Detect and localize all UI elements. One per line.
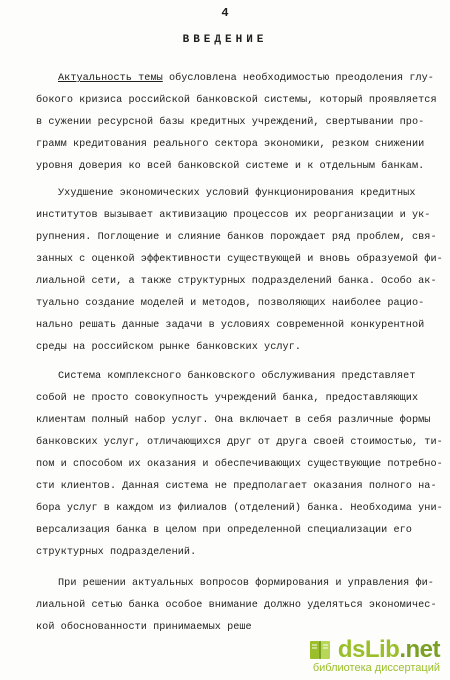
paragraph-2-line-7: нально решать данные задачи в условиях современной конкурентной (36, 320, 425, 331)
paragraph-3-line-2: собой не просто совокупность учреждений банка, предоставляющих (36, 393, 419, 404)
paragraph-4-line-2: лиальной сетью банка особое внимание должно уделяться экономичес- (36, 600, 437, 611)
paragraph-3-line-7: бора услуг в каждом из филиалов (отделений) банка. Необходима уни- (36, 503, 443, 514)
paragraph-4-line-3: кой обоснованности принимаемых реше (36, 622, 252, 633)
dslib-subtitle: библиотека диссертаций (312, 662, 440, 674)
book-icon (308, 638, 332, 662)
paragraph-3-line-4: банковских услуг, отличающихся друг от друга своей стоимостью, ти- (36, 437, 443, 448)
paragraph-3-line-1: Система комплексного банковского обслуживания представляет (58, 371, 416, 382)
paragraph-1-line-1 (58, 72, 434, 85)
paragraph-1-line-2: бокого кризиса российской банковской системы, который проявляется (36, 95, 437, 106)
paragraph-1-term: Актуальность темы (58, 73, 163, 84)
paragraph-1-line-3: в сужении ресурсной базы кредитных учреждений, свертывании про- (36, 117, 425, 128)
paragraph-3-line-3: клиентам полный набор услуг. Она включает в себя различные формы (36, 415, 431, 426)
paragraph-4-line-1: При решении актуальных вопросов формирования и управления фи- (58, 578, 434, 589)
paragraph-3-line-8: версализация банка в целом при определенной специализации его (36, 525, 412, 536)
dslib-watermark (308, 636, 440, 674)
dslib-logo-domain: .net (399, 636, 440, 663)
dslib-logo (338, 636, 440, 664)
paragraph-2-line-2: институтов вызывает активизацию процессов их реорганизации и ук- (36, 210, 431, 221)
paragraph-2-line-8: среды на российском рынке банковских услуг. (36, 342, 302, 353)
paragraph-2-line-5: лиальной сети, а также структурных подразделений банка. Особо ак- (36, 276, 437, 287)
paragraph-1-line-4: грамм кредитования реального сектора экономики, резком снижении (36, 139, 425, 150)
paragraph-2-line-3: рупнения. Поглощение и слияние банков порождает ряд проблем, свя- (36, 232, 437, 243)
paragraph-2-line-6: туально создание моделей и методов, позволяющих наиболее рацио- (36, 298, 425, 309)
paragraph-3-line-5: пом и способом их оказания и обеспечивающих существующие потребно- (36, 459, 443, 470)
section-heading: ВВЕДЕНИЕ (182, 34, 268, 46)
paragraph-1-line-5: уровня доверия ко всей банковской системе и к отдельным банкам. (36, 161, 425, 172)
paragraph-1-line-1-rest: обусловлена необходимостью преодоления глу- (162, 73, 434, 84)
paragraph-3-line-6: сти клиентов. Данная система не предполагает оказания полного на- (36, 481, 437, 492)
paragraph-3-line-9: структурных подразделений. (36, 547, 197, 558)
dslib-logo-main: dsLib (337, 636, 400, 663)
page-number: 4 (221, 6, 229, 20)
paragraph-2-line-4: занных с оценкой эффективности существующей и вновь образуемой фи- (36, 254, 443, 265)
paragraph-2-line-1: Ухудшение экономических условий функционирования кредитных (58, 188, 416, 199)
